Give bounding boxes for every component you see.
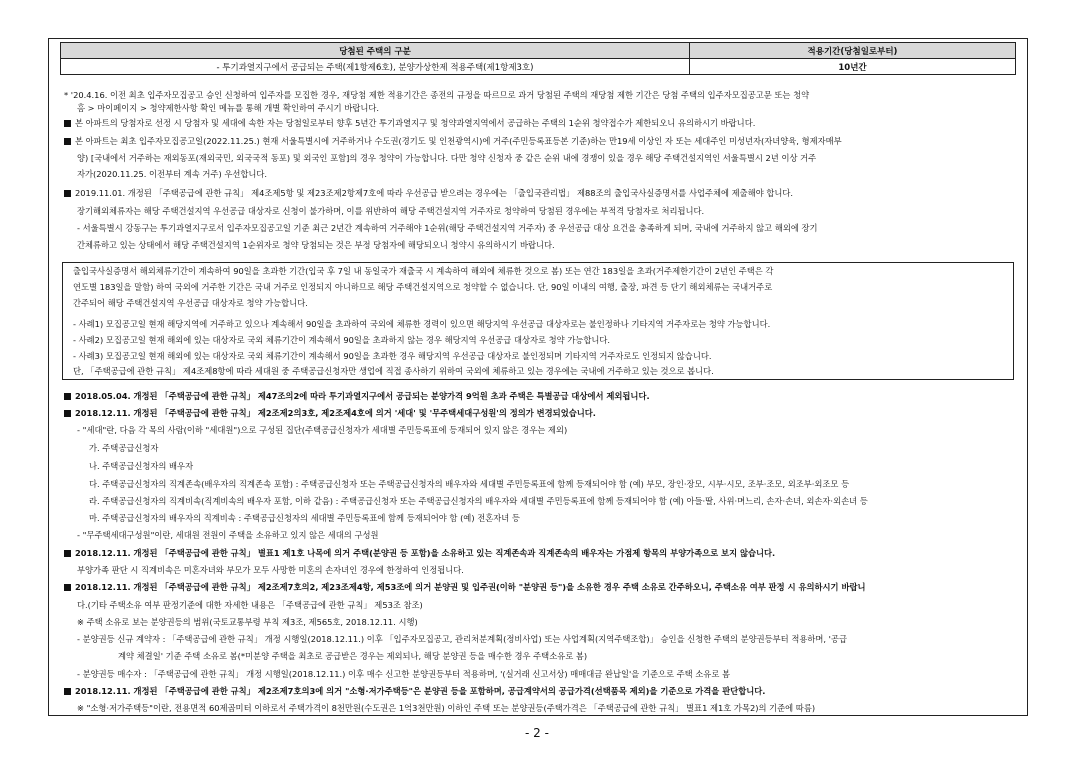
box-line: - 사례1) 모집공고일 현재 해당지역에 거주하고 있으나 계속해서 90일을 초과하여 국외에 체류한 경력이 있으면 해당지역 우선공급 대상자로는 불인정하나 기타지역 거주자로는 청약 가능합니다.: [73, 319, 771, 329]
body-line: 장기해외체류자는 해당 주택건설지역 우선공급 대상자로 신청이 불가하며, 이를 위반하여 해당 주택건설지역 거주자로 청약하여 당첨된 경우에는 부적격 당첨자로 처리됩니다.: [77, 206, 705, 216]
body-line: 나. 주택공급신청자의 배우자: [89, 461, 194, 471]
bullet-square-icon: [64, 190, 71, 197]
box-line: - 사례3) 모집공고일 현재 해외에 있는 대상자로 국외 체류기간이 계속해서 90일을 초과한 경우 해당지역 우선공급 대상자로 불인정되며 기타지역 거주자로도 인정되지 않습니다.: [73, 351, 712, 361]
bullet-line: 2018.12.11. 개정된 「주택공급에 관한 규칙」 제2조제2의3호, 제2조제4호에 의거 '세대' 및 '무주택세대구성원'의 정의가 변경되었습니다.: [64, 407, 1014, 419]
box-line: 단, 「주택공급에 관한 규칙」 제4조제8항에 따라 세대원 중 주택공급신청자만 생업에 직접 종사하기 위하여 국외에 체류하고 있는 경우에는 국내에 거주하고 있는 것으로 봅니다.: [73, 366, 714, 376]
note-line: 홈 > 마이페이지 > 청약제한사항 확인 메뉴를 통해 개별 확인하여 주시기 바랍니다.: [77, 103, 380, 113]
bullet-square-icon: [64, 584, 71, 591]
bullet-line: 2019.11.01. 개정된 「주택공급에 관한 규칙」 제4조제5항 및 제23조제2항제7호에 따라 우선공급 받으려는 경우에는 「출입국관리법」 제88조의 출입국사실증명서를 사업주체에 제출해야 합니다.: [64, 187, 1014, 199]
table-cell-type: - 투기과열지구에서 공급되는 주택(제1항제6호), 분양가상한제 적용주택(제1항제3호): [61, 59, 690, 75]
box-line: 출입국사실증명서 해외체류기간이 계속하여 90일을 초과한 기간(입국 후 7일 내 동일국가 재출국 시 계속하여 해외에 체류한 것으로 봄) 또는 연간 183일을 초과(거주제한기간이 2년인 주택은 각: [73, 266, 774, 276]
body-line: 계약 체결일' 기준 주택 소유로 봄(*미분양 주택을 최초로 공급받은 경우는 제외되나, 해당 분양권 등을 매수한 경우 주택소유로 봄): [118, 651, 588, 661]
body-line: - 분양권등 매수자 : 「주택공급에 관한 규칙」 개정 시행일(2018.12.11.) 이후 매수 신고한 분양권등부터 적용하며, '(실거래 신고서상) 매매대금 완납일'을 기준으로 주택 소유로 봄: [77, 669, 730, 679]
bullet-line: 2018.12.11. 개정된 「주택공급에 관한 규칙」 제2조제7호의3에 의거 "소형·저가주택등"은 분양권 등을 포함하며, 공급계약서의 공급가격(선택품목 제외)을 기준으로 가격을 판단합니다.: [64, 685, 1014, 697]
bullet-square-icon: [64, 393, 71, 400]
table-header-type: 당첨된 주택의 구분: [61, 43, 690, 59]
body-line: 양) [국내에서 거주하는 재외동포(재외국민, 외국국적 동포) 및 외국인 포함]의 경우 청약이 가능합니다. 다만 청약 신청자 중 같은 순위 내에 경쟁이 있을 경우 해당 주택건설지역인 서울특별시 2년 이상 거주: [77, 153, 817, 163]
body-line: 마. 주택공급신청자의 배우자의 직계비속 : 주택공급신청자의 세대별 주민등록표에 함께 등재되어야 함 (예) 전혼자녀 등: [89, 513, 520, 523]
box-line: 간주되어 해당 주택건설지역 우선공급 대상자로 청약 가능합니다.: [73, 298, 308, 308]
bullet-line: 2018.05.04. 개정된 「주택공급에 관한 규칙」 제47조의2에 따라 투기과열지구에서 공급되는 분양가격 9억원 초과 주택은 특별공급 대상에서 제외됩니다.: [64, 390, 1014, 402]
page-number: - 2 -: [525, 726, 549, 740]
body-line: ※ "소형·저가주택등"이란, 전용면적 60제곱미터 이하로서 주택가격이 8천만원(수도권은 1억3천만원) 이하인 주택 또는 분양권등(주택가격은 「주택공급에 관한 규칙」 별표1 제1호 가목2)의 기준에 따름): [77, 703, 816, 713]
body-line: - "세대"란, 다음 각 목의 사람(이하 "세대원")으로 구성된 집단(주택공급신청자가 세대별 주민등록표에 등재되어 있지 않은 경우는 제외): [77, 425, 568, 435]
bullet-square-icon: [64, 550, 71, 557]
body-line: 다. 주택공급신청자의 직계존속(배우자의 직계존속 포함) : 주택공급신청자 또는 주택공급신청자의 배우자와 세대별 주민등록표에 함께 등재되어야 함 (예) 부모, 장인·장모, 시부·시모, 조부·조모, 외조부·외조모 등: [89, 479, 850, 489]
table-header-period: 적용기간(당첨일로부터): [690, 43, 1016, 59]
bullet-square-icon: [64, 138, 71, 145]
body-line: 가. 주택공급신청자: [89, 443, 159, 453]
body-line: - 서울특별시 강동구는 투기과열지구로서 입주자모집공고일 기준 최근 2년간 계속하여 거주해야 1순위(해당 주택건설지역 거주자) 중 우선공급 대상 요건을 충족하게 되며, 국내에 거주하지 않고 해외에 장기: [77, 223, 818, 233]
table-cell-period: 10년간: [690, 59, 1016, 75]
body-line: 다.(기타 주택소유 여부 판정기준에 대한 자세한 내용은 「주택공급에 관한 규칙」 제53조 참조): [77, 600, 423, 610]
body-line: 부양가족 판단 시 직계비속은 미혼자녀와 부모가 모두 사망한 미혼의 손자녀인 경우에 한정하여 인정됩니다.: [77, 565, 464, 575]
note-line: * '20.4.16. 이전 최초 입주자모집공고 승인 신청하여 입주자를 모집한 경우, 재당첨 제한 적용기간은 종전의 규정을 따르므로 과거 당첨된 주택의 재당첨 제한 기간은 당첨 주택의 입주자모집공고문 또는 청약: [64, 90, 810, 100]
box-line: 연도별 183일을 말함) 하여 국외에 거주한 기간은 국내 거주로 인정되지 아니하므로 해당 주택건설지역으로 청약할 수 없습니다. 단, 90일 이내의 여행, 출장, 파견 등 단기 해외체류는 국내거주로: [73, 282, 773, 292]
body-line: 자가(2020.11.25. 이전부터 계속 거주) 우선합니다.: [77, 169, 268, 179]
bullet-line: 본 아파트는 최초 입주자모집공고일(2022.11.25.) 현재 서울특별시에 거주하거나 수도권(경기도 및 인천광역시)에 거주(주민등록표등본 기준)하는 만19세 이상인 자 또는 세대주인 미성년자(자녀양육, 형제자매부: [64, 135, 1014, 147]
body-line: 라. 주택공급신청자의 직계비속(직계비속의 배우자 포함, 이하 같음) : 주택공급신청자 또는 주택공급신청자의 배우자와 세대별 주민등록표에 함께 등재되어야 함 (예) 아들·딸, 사위·며느리, 손자·손녀, 외손자·외손녀 등: [89, 496, 868, 506]
overseas-residence-notice-box: [62, 262, 1014, 380]
body-line: - 분양권등 신규 계약자 : 「주택공급에 관한 규칙」 개정 시행일(2018.12.11.) 이후 「입주자모집공고, 관리처분계획(정비사업) 또는 사업계획(지역주택조합)」 승인을 신청한 주택의 분양권등부터 적용하며, '공급: [77, 634, 847, 644]
bullet-line: 본 아파트의 당첨자로 선정 시 당첨자 및 세대에 속한 자는 당첨일로부터 향후 5년간 투기과열지구 및 청약과열지역에서 공급하는 주택의 1순위 청약접수가 제한되오니 유의하시기 바랍니다.: [64, 117, 1014, 129]
body-line: ※ 주택 소유로 보는 분양권등의 범위(국토교통부령 부칙 제3조, 제565호, 2018.12.11. 시행): [77, 617, 418, 627]
body-line: - "무주택세대구성원"이란, 세대원 전원이 주택을 소유하고 있지 않은 세대의 구성원: [77, 530, 379, 540]
body-line: 간체류하고 있는 상태에서 해당 주택건설지역 1순위자로 청약 당첨되는 것은 부정 당첨자에 해당되오니 청약시 유의하시기 바랍니다.: [77, 240, 555, 250]
bullet-square-icon: [64, 410, 71, 417]
box-line: - 사례2) 모집공고일 현재 해외에 있는 대상자로 국외 체류기간이 계속해서 90일을 초과하지 않는 경우 해당지역 우선공급 대상자로 청약 가능합니다.: [73, 335, 611, 345]
bullet-square-icon: [64, 120, 71, 127]
bullet-square-icon: [64, 688, 71, 695]
bullet-line: 2018.12.11. 개정된 「주택공급에 관한 규칙」 별표1 제1호 나목에 의거 주택(분양권 등 포함)을 소유하고 있는 직계존속과 직계존속의 배우자는 가점제 항목의 부양가족으로 보지 않습니다.: [64, 547, 1014, 559]
reapply-restriction-table: [60, 42, 1016, 75]
bullet-line: 2018.12.11. 개정된 「주택공급에 관한 규칙」 제2조제7호의2, 제23조제4항, 제53조에 의거 분양권 및 입주권(이하 "분양권 등")을 소유한 경우 주택 소유로 간주하오니, 주택소유 여부 판정 시 유의하시기 바랍니: [64, 581, 1014, 593]
